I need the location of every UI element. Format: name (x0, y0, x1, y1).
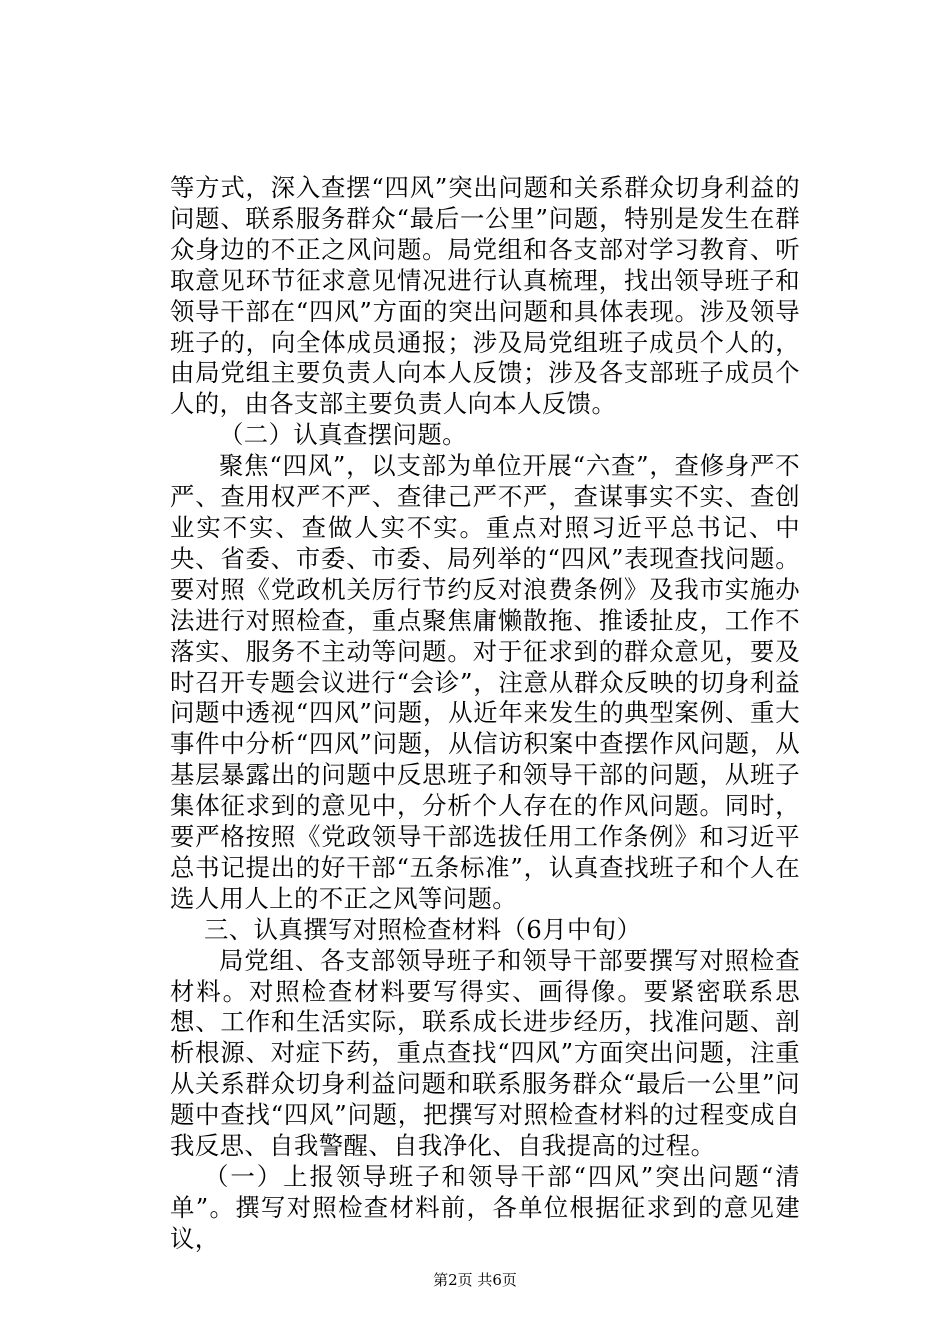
page-number: 第2页 共6页 (433, 1271, 517, 1289)
page-footer (0, 1271, 950, 1289)
paragraph-continuation: 等方式，深入查摆“四风”突出问题和关系群众切身利益的问题、联系服务群众“最后一公里”问题，特别是发生在群众身边的不正之风问题。局党组和各支部对学习教育、听取意见环节征求意见情况进行认真梳理，找出领导班子和领导干部在“四风”方面的突出问题和具体表现。涉及领导班子的，向全体成员通报；涉及局党组班子成员个人的，由局党组主要负责人向本人反馈；涉及各支部班子成员个人的，由各支部主要负责人向本人反馈。 (170, 173, 800, 419)
paragraph-body: 聚焦“四风”，以支部为单位开展“六查”，查修身严不严、查用权严不严、查律己严不严，查谋事实不实、查创业实不实、查做人实不实。重点对照习近平总书记、中央、省委、市委、市委、局列举的“四风”表现查找问题。要对照《党政机关厉行节约反对浪费条例》及我市实施办法进行对照检查，重点聚焦庸懒散拖、推诿扯皮，工作不落实、服务不主动等问题。对于征求到的群众意见，要及时召开专题会议进行“会诊”，注意从群众反映的切身利益问题中透视“四风”问题，从近年来发生的典型案例、重大事件中分析“四风”问题，从信访积案中查摆作风问题，从基层暴露出的问题中反思班子和领导干部的问题，从班子集体征求到的意见中，分析个人存在的作风问题。同时，要严格按照《党政领导干部选拔任用工作条例》和习近平总书记提出的好干部“五条标准”，认真查找班子和个人在选人用人上的不正之风等问题。 (170, 451, 800, 913)
document-body (170, 173, 800, 1255)
sub-heading-1: （一）上报领导班子和领导干部“四风”突出问题“清单”。撰写对照检查材料前，各单位根据征求到的意见建议， (170, 1162, 800, 1253)
section-heading-2: （二）认真查摆问题。 (219, 420, 467, 450)
section-heading-3: 三、认真撰写对照检查材料（6月中旬） (204, 914, 642, 944)
paragraph-body: 局党组、各支部领导班子和领导干部要撰写对照检查材料。对照检查材料要写得实、画得像。要紧密联系思想、工作和生活实际，联系成长进步经历，找准问题、剖析根源、对症下药，重点查找“四风”方面突出问题，注重从关系群众切身利益问题和联系服务群众“最后一公里”问题中查找“四风”问题，把撰写对照检查材料的过程变成自我反思、自我警醒、自我净化、自我提高的过程。 (170, 945, 800, 1161)
